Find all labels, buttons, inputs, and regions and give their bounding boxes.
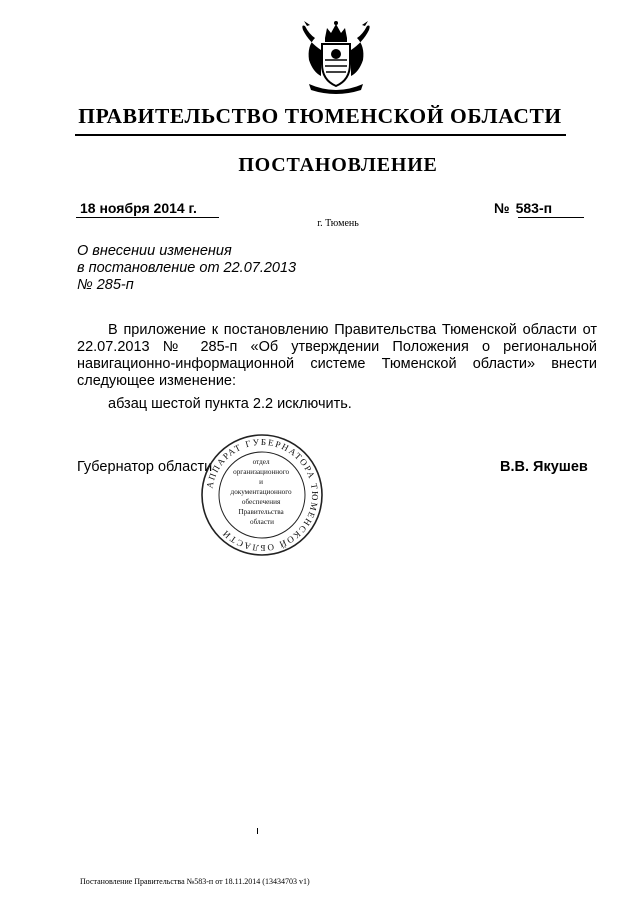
number-value: 583-п xyxy=(515,200,553,216)
body-line: 22.07.2013 № 285-п «Об утверждении Положения о региональной xyxy=(77,339,597,355)
title-divider xyxy=(75,134,566,136)
signatory-title: Губернатор области xyxy=(77,459,213,475)
coat-of-arms-emblem xyxy=(295,20,377,94)
official-stamp xyxy=(200,433,324,557)
stamp-line: Правительства xyxy=(238,508,284,516)
stamp-line: отдел xyxy=(252,458,270,466)
document-number xyxy=(494,200,552,216)
svg-text:отдел организационного xyxy=(231,458,294,526)
footer-reference: Постановление Правительства №583-п от 18.11.2014 (13434703 v1) xyxy=(80,877,310,886)
stamp-line: документационного xyxy=(230,488,292,496)
stamp-line: обеспечения xyxy=(241,498,281,506)
number-label: № xyxy=(494,200,510,216)
stamp-line: и xyxy=(259,478,264,486)
organization-title: ПРАВИТЕЛЬСТВО ТЮМЕНСКОЙ ОБЛАСТИ xyxy=(78,104,562,128)
body-line: В приложение к постановлению Правительства Тюменской области от xyxy=(108,322,597,338)
body-line: навигационно-информационной системе Тюменской области» внести xyxy=(77,356,597,372)
stamp-ring-text: АППАРАТ ГУБЕРНАТОРА ТЮМЕНСКОЙ ОБЛАСТИ xyxy=(204,436,321,554)
page-tick-mark xyxy=(257,828,258,834)
subject-line: в постановление от 22.07.2013 xyxy=(77,260,297,276)
body-item: абзац шестой пункта 2.2 исключить. xyxy=(108,396,352,412)
subject-line: О внесении изменения xyxy=(77,243,232,259)
subject-line: № 285-п xyxy=(77,277,134,293)
city-label: г. Тюмень xyxy=(317,218,359,229)
stamp-line: организационного xyxy=(233,468,290,476)
stamp-line: области xyxy=(249,518,275,526)
body-line: следующее изменение: xyxy=(77,373,237,389)
document-type-heading: ПОСТАНОВЛЕНИЕ xyxy=(238,154,438,176)
signatory-name: В.В. Якушев xyxy=(500,459,588,475)
document-date: 18 ноября 2014 г. xyxy=(80,200,197,216)
